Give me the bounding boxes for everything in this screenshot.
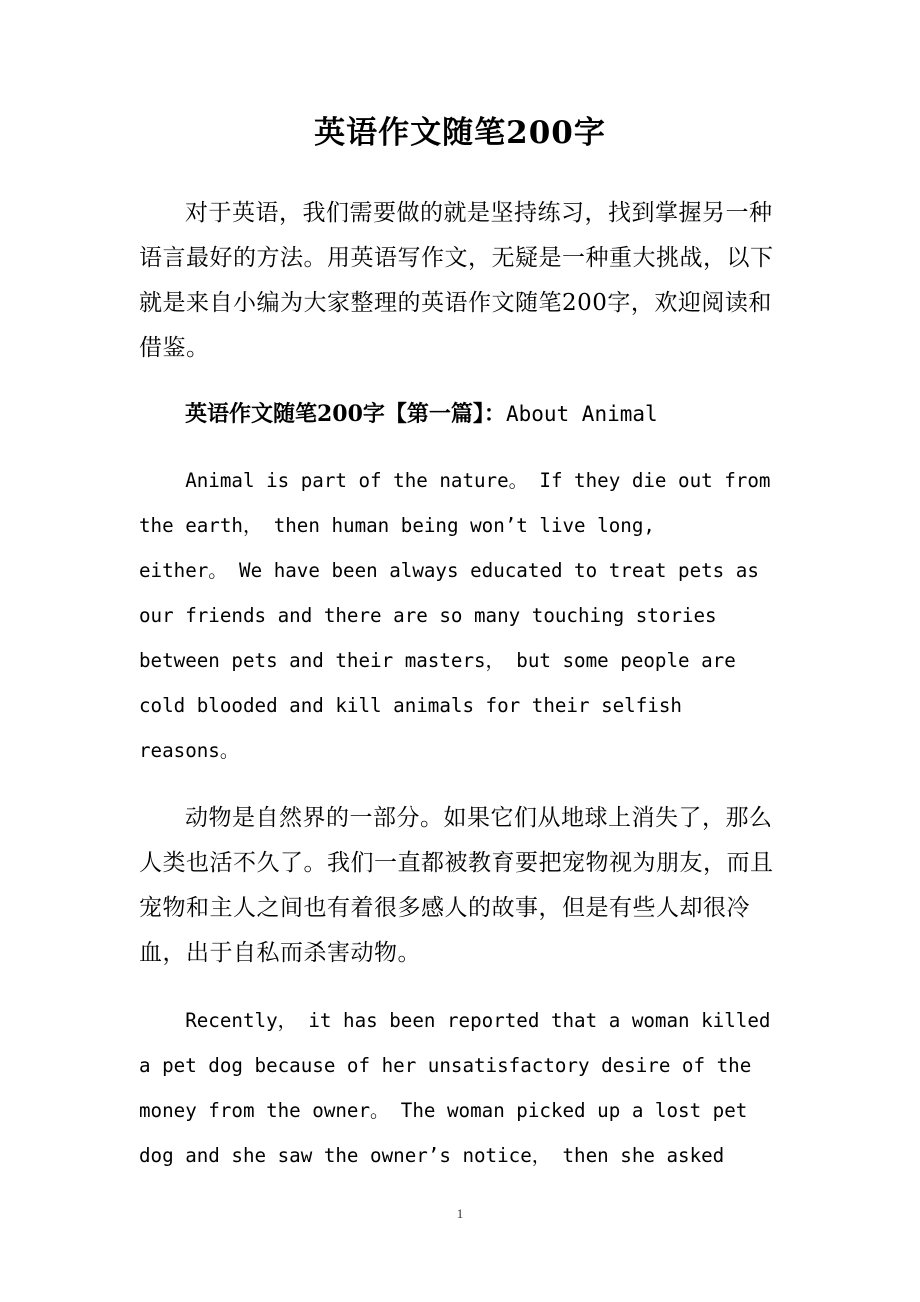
english-paragraph-3 <box>139 998 789 1178</box>
chinese-paragraph-2: 动物是自然界的一部分。如果它们从地球上消失了，那么人类也活不久了。我们一直都被教育要把宠物视为朋友，而且宠物和主人之间也有着很多感人的故事，但是有些人却很冷血，出于自私而杀害动物。 <box>139 805 774 966</box>
intro-paragraph: 对于英语，我们需要做的就是坚持练习，找到掌握另一种语言最好的方法。用英语写作文，无疑是一种重大挑战，以下就是来自小编为大家整理的英语作文随笔200字，欢迎阅读和借鉴。 <box>139 200 774 361</box>
paragraph-line: our friends and there are so many touching stories <box>139 604 717 627</box>
page-number: 1 <box>456 1206 464 1221</box>
paragraph-line: between pets and their masters， but some people are <box>139 649 736 672</box>
paragraph-line: cold blooded and kill animals for their selfish <box>139 694 682 717</box>
paragraph-line: Recently， it has been reported that a woman killed <box>139 1009 771 1032</box>
paragraph-line: a pet dog because of her unsatisfactory desire of the <box>139 1054 752 1077</box>
section-heading-english: About Animal <box>505 402 658 426</box>
paragraph-line: either。 We have been always educated to treat pets as <box>139 559 759 582</box>
paragraph-line: Animal is part of the nature。 If they die out from <box>139 469 771 492</box>
paragraph-line: money from the owner。 The woman picked up a lost pet <box>139 1099 748 1122</box>
paragraph-line: dog and she saw the owner’s notice， then she asked <box>139 1144 725 1167</box>
document-title: 英语作文随笔200字 <box>314 115 606 151</box>
section-heading <box>185 394 658 434</box>
section-heading-chinese: 英语作文随笔200字【第一篇】： <box>185 401 506 427</box>
english-paragraph-1 <box>139 458 789 773</box>
paragraph-line: the earth， then human being won’t live long, <box>139 514 655 537</box>
paragraph-line: reasons。 <box>139 739 240 762</box>
